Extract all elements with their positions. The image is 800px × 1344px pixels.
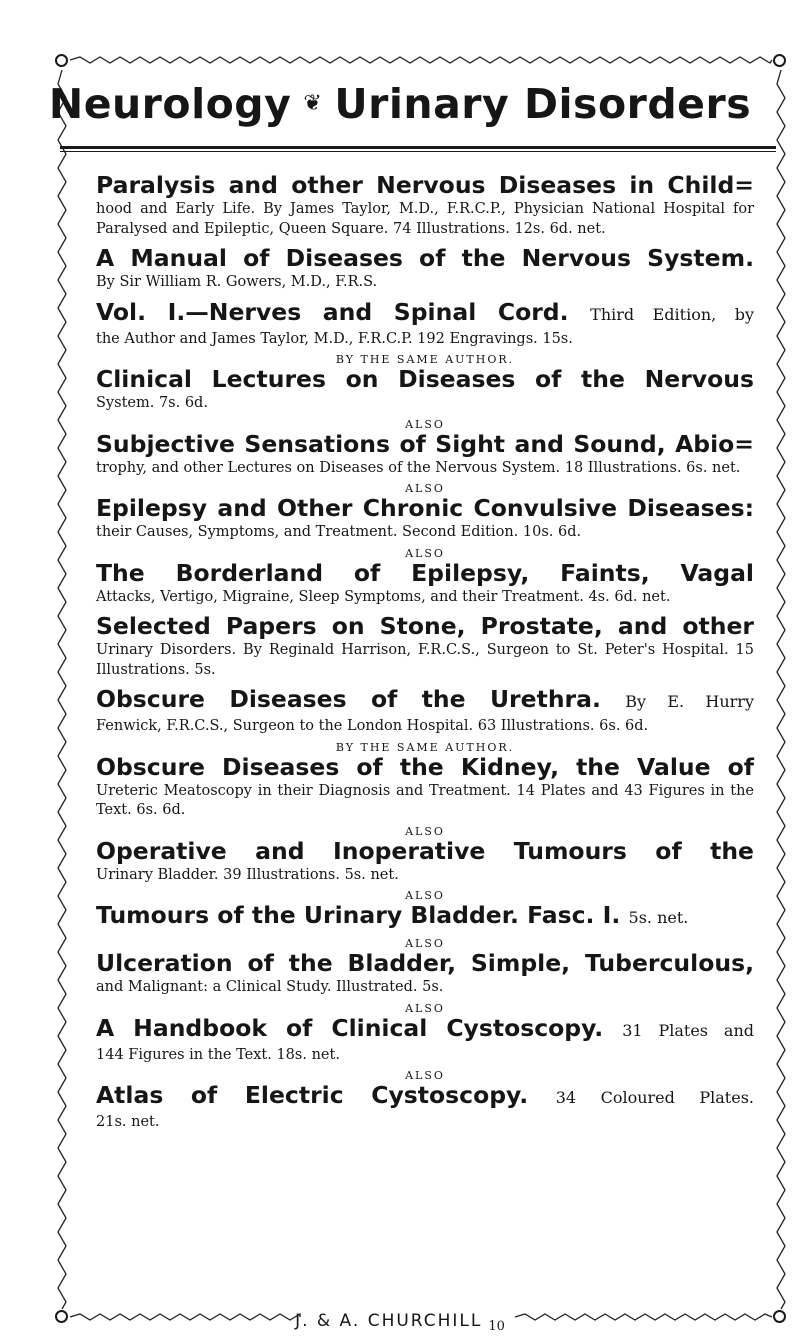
book-description: trophy, and other Lectures on Diseases of the Nervous System. 18 Illustrations. 6s. net. <box>96 459 741 476</box>
book-entry <box>96 558 754 608</box>
book-entry <box>96 297 754 350</box>
book-entry <box>96 170 754 239</box>
book-title-detail: 5s. net. <box>628 908 689 927</box>
book-title <box>96 1013 754 1046</box>
book-title-text: Vol. I.—Nerves and Spinal Cord. <box>96 297 569 326</box>
book-title-text: Ulceration of the Bladder, Simple, Tuberculous, <box>96 949 754 977</box>
book-title <box>96 900 754 933</box>
book-description: Urinary Disorders. By Reginald Harrison, F.R.C.S., Surgeon to St. Peter's Hospital. 15 Illustrations. 5s. <box>96 642 754 678</box>
book-description: the Author and James Taylor, M.D., F.R.C.P. 192 Engravings. 15s. <box>96 330 573 347</box>
corner-ring-top-left <box>55 54 68 67</box>
book-entry <box>96 752 754 821</box>
section-separator: ALSO <box>405 1001 445 1015</box>
book-entry <box>96 1013 754 1066</box>
book-entry <box>96 611 754 680</box>
section-separator: ALSO <box>405 417 445 431</box>
header-rule-thick <box>60 146 776 149</box>
section-separator: ALSO <box>405 1069 445 1082</box>
book-title <box>96 297 754 330</box>
book-title <box>96 493 754 523</box>
book-title-text: Selected Papers on Stone, Prostate, and other <box>96 612 754 640</box>
book-title-detail: 31 Plates and <box>622 1020 754 1040</box>
book-entry <box>96 836 754 886</box>
header-title-right: Urinary Disorders <box>334 80 752 128</box>
book-title-text: The Borderland of Epilepsy, Faints, Vagal <box>96 558 754 587</box>
book-description: Ureteric Meatoscopy in their Diagnosis and Treatment. 14 Plates and 43 Figures in the Text. 6s. 6d. <box>96 782 754 818</box>
book-description: By Sir William R. Gowers, M.D., F.R.S. <box>96 274 378 290</box>
book-title-text: Obscure Diseases of the Kidney, the Value of <box>96 752 754 781</box>
section-separator: ALSO <box>405 546 445 560</box>
book-title-detail: Third Edition, by <box>590 304 755 324</box>
book-description: System. 7s. 6d. <box>96 395 208 411</box>
book-entry <box>96 243 754 293</box>
book-entry <box>96 1080 754 1133</box>
book-description: 21s. net. <box>96 1114 160 1130</box>
header-rule-thin <box>60 151 776 152</box>
book-title <box>96 836 754 866</box>
section-separator: ALSO <box>405 482 445 495</box>
book-title-detail: 34 Coloured Plates. <box>555 1088 754 1107</box>
page-header <box>0 80 800 128</box>
publisher-name: J. & A. CHURCHILL <box>295 1311 483 1331</box>
page-footer <box>0 1311 800 1334</box>
book-entry <box>96 429 754 479</box>
book-entry <box>96 493 754 543</box>
book-title <box>96 364 754 394</box>
book-title <box>96 948 754 978</box>
book-entry <box>96 684 754 737</box>
book-description: and Malignant: a Clinical Study. Illustrated. 5s. <box>96 979 444 995</box>
book-title-text: Operative and Inoperative Tumours of the <box>96 836 754 865</box>
section-separator: BY THE SAME AUTHOR. <box>335 353 515 366</box>
header-title-left: Neurology <box>48 80 292 128</box>
section-separator: ALSO <box>405 889 445 902</box>
section-separator: BY THE SAME AUTHOR. <box>335 740 515 754</box>
book-title <box>96 429 754 459</box>
book-description: Attacks, Vertigo, Migraine, Sleep Symptoms, and their Treatment. 4s. 6d. net. <box>96 588 671 605</box>
book-title-text: Clinical Lectures on Diseases of the Nervous <box>96 365 754 393</box>
book-description: Urinary Bladder. 39 Illustrations. 5s. net. <box>96 866 399 883</box>
book-description: 144 Figures in the Text. 18s. net. <box>96 1046 340 1063</box>
book-title-text: Obscure Diseases of the Urethra. <box>96 685 601 713</box>
book-title <box>96 243 754 273</box>
book-description: hood and Early Life. By James Taylor, M.D., F.R.C.P., Physician National Hospital for Paralysed and Epileptic, Queen Square. 74 Illustrations. 12s. 6d. net. <box>96 201 754 237</box>
book-title <box>96 684 754 717</box>
book-title-detail: By E. Hurry <box>625 692 754 711</box>
book-title-text: A Manual of Diseases of the Nervous System. <box>96 244 754 272</box>
book-title-text: Paralysis and other Nervous Diseases in Child= <box>96 171 754 199</box>
section-separator: ALSO <box>405 937 445 950</box>
book-description: Fenwick, F.R.C.S., Surgeon to the London Hospital. 63 Illustrations. 6s. 6d. <box>96 718 649 734</box>
book-title-text: Tumours of the Urinary Bladder. Fasc. I. <box>96 901 621 929</box>
book-description: their Causes, Symptoms, and Treatment. Second Edition. 10s. 6d. <box>96 524 582 540</box>
book-title-text: Subjective Sensations of Sight and Sound, Abio= <box>96 429 754 458</box>
section-separator: ALSO <box>405 824 445 838</box>
book-title <box>96 752 754 782</box>
book-title-text: Epilepsy and Other Chronic Convulsive Diseases: <box>96 494 754 522</box>
leaf-ornament-icon: ❦ <box>303 91 323 116</box>
book-title <box>96 170 754 200</box>
book-entry <box>96 948 754 998</box>
page-number: 10 <box>488 1319 505 1334</box>
book-entry <box>96 364 754 414</box>
book-entry <box>96 900 754 933</box>
book-title <box>96 1080 754 1113</box>
book-title-text: A Handbook of Clinical Cystoscopy. <box>96 1013 604 1042</box>
book-title-text: Atlas of Electric Cystoscopy. <box>96 1081 529 1109</box>
book-title <box>96 611 754 641</box>
catalogue-list <box>96 170 754 1133</box>
book-title <box>96 558 754 588</box>
corner-ring-top-right <box>773 54 786 67</box>
